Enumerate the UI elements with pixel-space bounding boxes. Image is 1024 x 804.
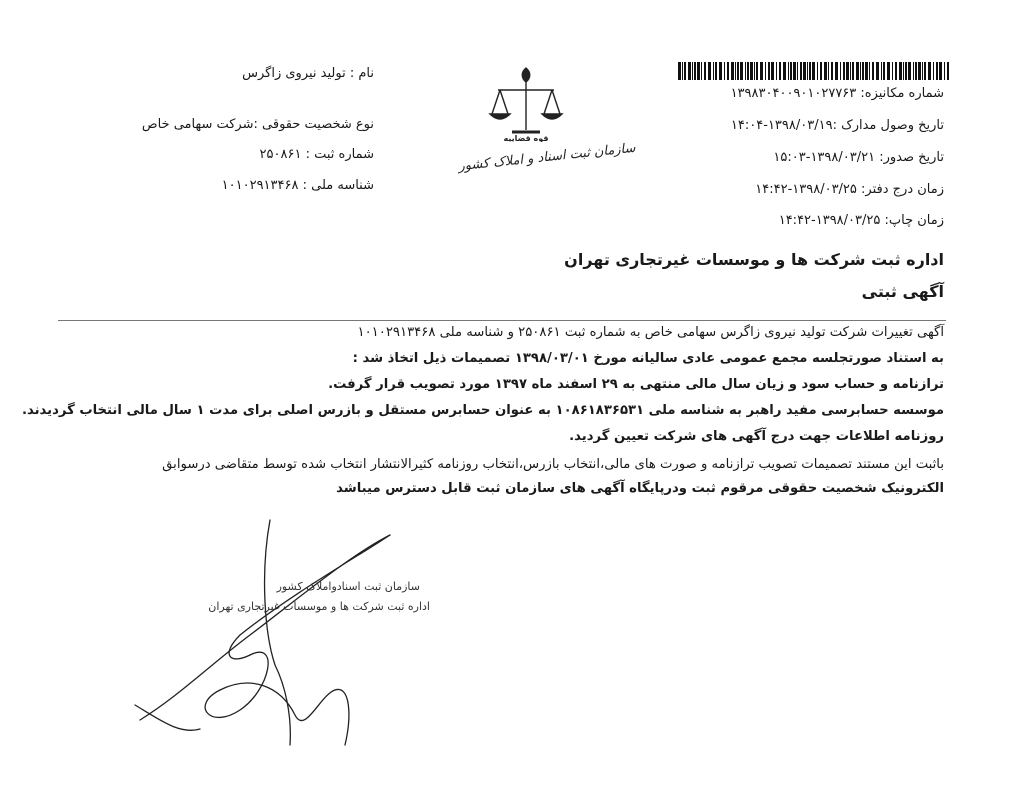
divider <box>58 320 946 321</box>
print-time: زمان چاپ: ۱۳۹۸/۰۳/۲۵-۱۴:۴۲ <box>778 213 944 228</box>
issue-date: تاریخ صدور: ۱۳۹۸/۰۳/۲۱-۱۵:۰۳ <box>773 150 944 165</box>
body-line-3: ترازنامه و حساب سود و زیان سال مالی منتهی به ۲۹ اسفند ماه ۱۳۹۷ مورد تصویب قرار گرفت. <box>328 377 944 392</box>
organization-name: سازمان ثبت اسناد و املاک کشور <box>457 140 637 175</box>
body-line-4: موسسه حسابرسی مفید راهبر به شناسه ملی ۱۰۸۶۱۸۳۶۵۳۱ به عنوان حسابرس مستقل و بازرس اصلی برای مدت ۱ سال مالی انتخاب گردیدند. <box>21 403 944 418</box>
barcode <box>678 62 950 80</box>
notice-title: آگهی ثبتی <box>861 282 944 301</box>
legal-type: نوع شخصیت حقوقی :شرکت سهامی خاص <box>141 117 374 132</box>
judiciary-emblem-icon <box>488 62 564 142</box>
emblem-line1: قوه قضاییه <box>503 134 549 142</box>
office-title: اداره ثبت شرکت ها و موسسات غیرتجاری تهران <box>564 250 944 269</box>
signature-org: سازمان ثبت اسنادواملاک کشور <box>276 580 420 593</box>
company-name: نام : تولید نیروی زاگرس <box>242 66 374 81</box>
body-line-5: روزنامه اطلاعات جهت درج آگهی های شرکت تعیین گردید. <box>569 429 944 444</box>
receipt-date: تاریخ وصول مدارک :۱۳۹۸/۰۳/۱۹-۱۴:۰۴ <box>730 118 944 133</box>
register-time: زمان درج دفتر: ۱۳۹۸/۰۳/۲۵-۱۴:۴۲ <box>755 182 944 197</box>
handwritten-signature <box>120 515 420 755</box>
registration-number: شماره ثبت : ۲۵۰۸۶۱ <box>259 147 374 162</box>
body-line-1: آگهی تغییرات شرکت تولید نیروی زاگرس سهامی خاص به شماره ثبت ۲۵۰۸۶۱ و شناسه ملی ۱۰۱۰۲۹۱۳۴۶۸ <box>357 325 944 340</box>
body-line-2: به استناد صورتجلسه مجمع عمومی عادی سالیانه مورخ ۱۳۹۸/۰۳/۰۱ تصمیمات ذیل اتخاذ شد : <box>352 351 944 366</box>
national-id: شناسه ملی : ۱۰۱۰۲۹۱۳۴۶۸ <box>221 178 374 193</box>
body-line-7: الکترونیک شخصیت حقوقی مرقوم ثبت ودرپایگاه آگهی های سازمان ثبت قابل دسترس میباشد <box>336 481 944 496</box>
tracking-number: شماره مکانیزه: ۱۳۹۸۳۰۴۰۰۹۰۱۰۲۷۷۶۳ <box>730 86 944 101</box>
signature-office: اداره ثبت شرکت ها و موسسات غیرتجاری تهران <box>208 600 430 613</box>
body-line-6: باثبت این مستند تصمیمات تصویب ترازنامه و صورت های مالی،انتخاب بازرس،انتخاب روزنامه کثیرالانتشار انتخاب شده توسط متقاضی درسوابق <box>162 457 944 472</box>
